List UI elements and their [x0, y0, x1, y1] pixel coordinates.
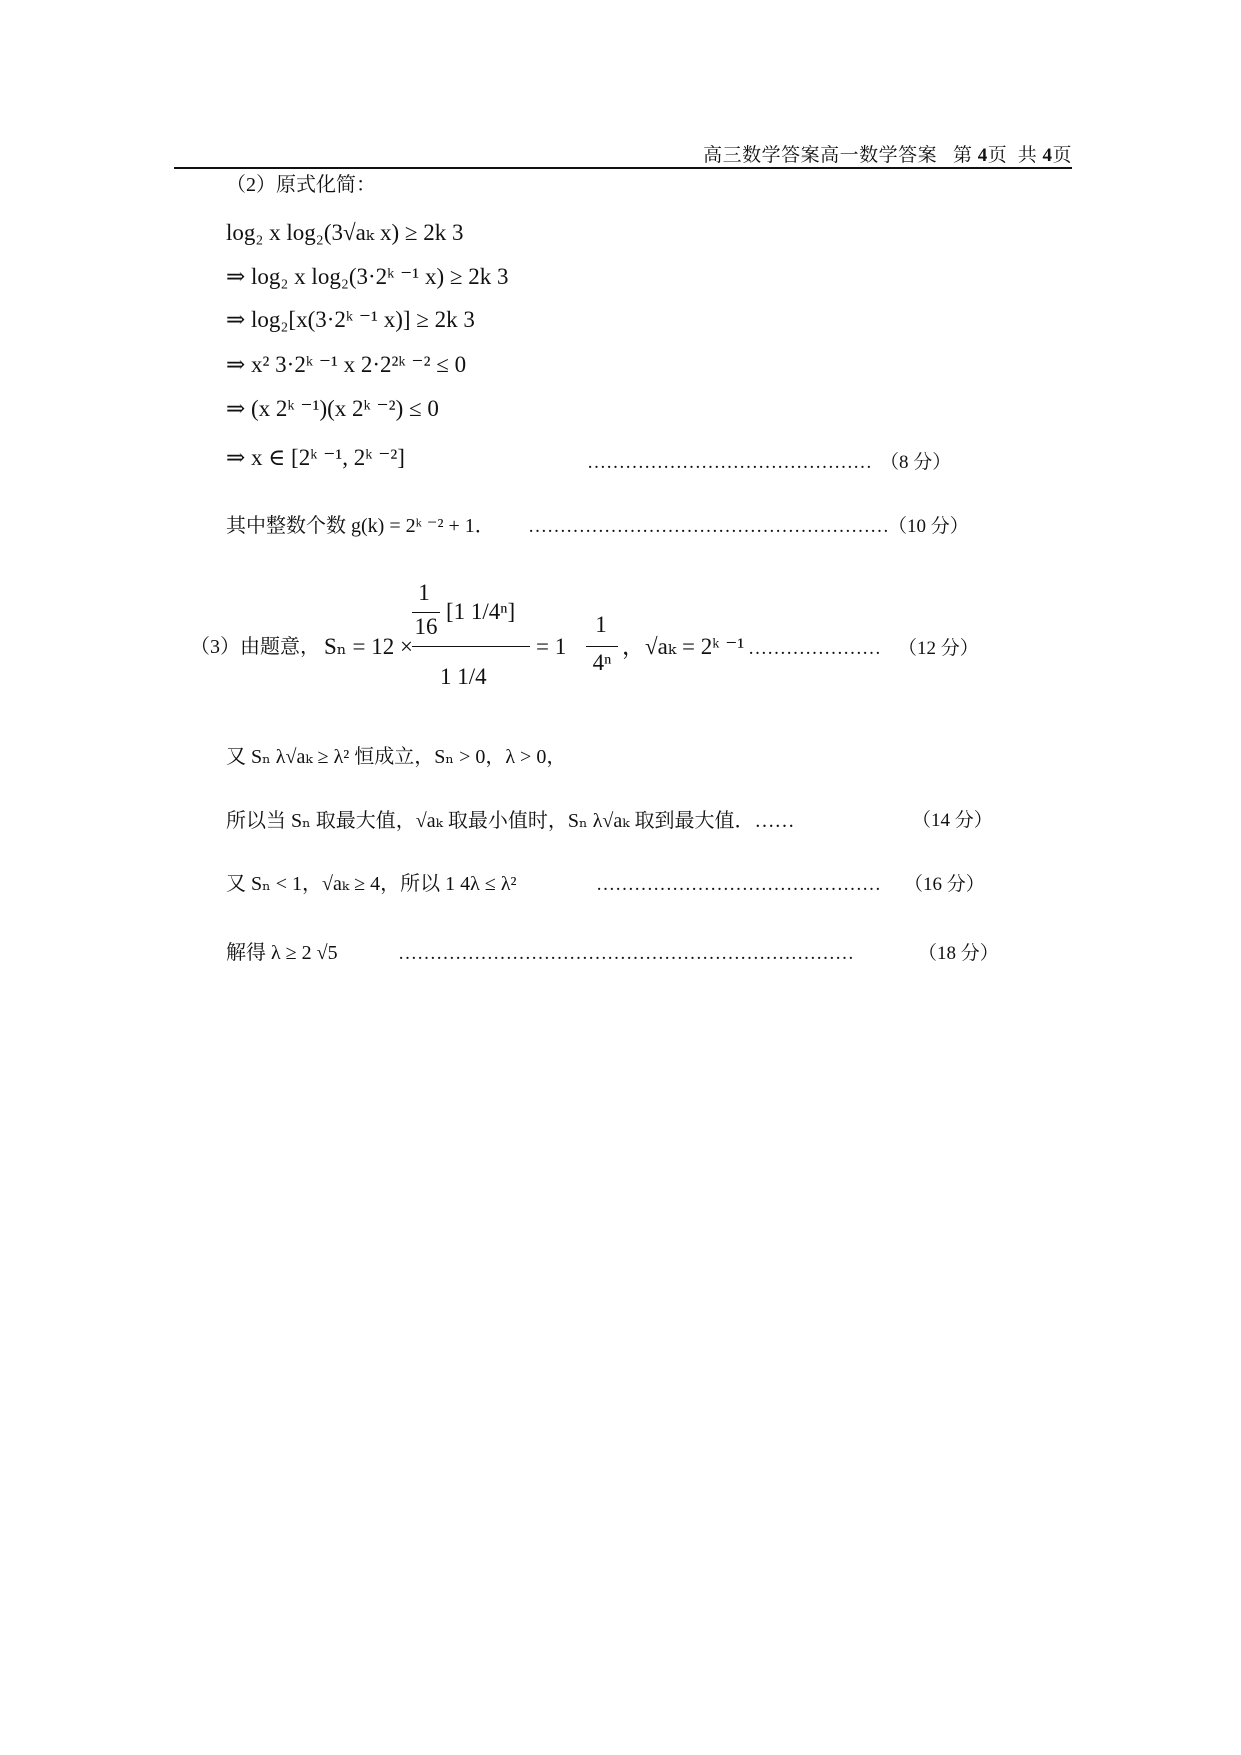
part3-line-3: 所以当 Sₙ 取最大值，√aₖ 取最小值时，Sₙ λ√aₖ 取到最大值．…… — [226, 810, 795, 832]
page-label-1: 第 — [952, 145, 973, 166]
header-rule — [174, 167, 1072, 169]
inner-frac-num: 1 — [418, 580, 430, 605]
derivation-line-5: ⇒ (x 2ᵏ ⁻¹)(x 2ᵏ ⁻²) ≤ 0 — [226, 396, 439, 421]
part3-intro: （3）由题意， — [190, 636, 320, 658]
page-label-2: 页 — [987, 145, 1008, 166]
total-pages: 4 — [1042, 145, 1053, 166]
numerator-bracket: [1 1/4ⁿ] — [446, 599, 516, 624]
sqrt-ak-eq: ，√aₖ = 2ᵏ ⁻¹ — [622, 634, 745, 659]
total-label-1: 共 — [1017, 145, 1038, 166]
score-12-leader: ………………… — [748, 638, 881, 659]
score-8: （8 分） — [880, 452, 952, 473]
score-18-leader: ……………………………………………………………… — [398, 943, 854, 964]
score-18: （18 分） — [918, 943, 999, 964]
denominator: 1 1/4 — [440, 664, 487, 689]
score-10: （10 分） — [888, 516, 969, 537]
part3-line-5: 解得 λ ≥ 2 √5 — [226, 942, 338, 964]
total-label-2: 页 — [1052, 145, 1072, 166]
score-8-leader: ……………………………………… — [587, 452, 872, 473]
result-eq: = 1 — [536, 634, 567, 659]
result-frac-den: 4ⁿ — [592, 650, 612, 675]
score-14: （14 分） — [912, 810, 993, 831]
score-16: （16 分） — [904, 874, 985, 895]
score-10-leader: ………………………………………………… — [528, 516, 889, 537]
result-frac-bar — [586, 646, 618, 647]
main-frac-bar — [412, 646, 530, 647]
derivation-line-6: ⇒ x ∈ [2ᵏ ⁻¹, 2ᵏ ⁻²] — [226, 445, 405, 470]
part3-line-4: 又 Sₙ < 1，√aₖ ≥ 4，所以 1 4λ ≤ λ² — [226, 873, 517, 895]
score-16-leader: ……………………………………… — [596, 874, 881, 895]
result-frac-num: 1 — [595, 612, 607, 637]
derivation-line-1: log₂ x log₂(3√aₖ x) ≥ 2k 3 — [226, 220, 464, 245]
inner-frac-bar — [412, 612, 440, 613]
derivation-line-4: ⇒ x² 3·2ᵏ ⁻¹ x 2·2²ᵏ ⁻² ≤ 0 — [226, 352, 467, 377]
score-12: （12 分） — [898, 638, 979, 659]
derivation-line-2: ⇒ log₂ x log₂(3·2ᵏ ⁻¹ x) ≥ 2k 3 — [226, 264, 509, 289]
sn-equation: Sₙ = 12 × — [324, 634, 413, 659]
part2-title: （2）原式化简： — [226, 174, 376, 196]
part3-line-2: 又 Sₙ λ√aₖ ≥ λ² 恒成立，Sₙ > 0，λ > 0， — [226, 746, 567, 768]
inner-frac-den: 16 — [414, 614, 438, 639]
header-title: 高三数学答案高一数学答案 — [703, 145, 938, 166]
derivation-line-3: ⇒ log₂[x(3·2ᵏ ⁻¹ x)] ≥ 2k 3 — [226, 307, 475, 332]
page-header — [174, 140, 1072, 167]
page-number: 4 — [977, 145, 988, 166]
integer-count-line: 其中整数个数 g(k) = 2ᵏ ⁻² + 1． — [226, 515, 495, 537]
